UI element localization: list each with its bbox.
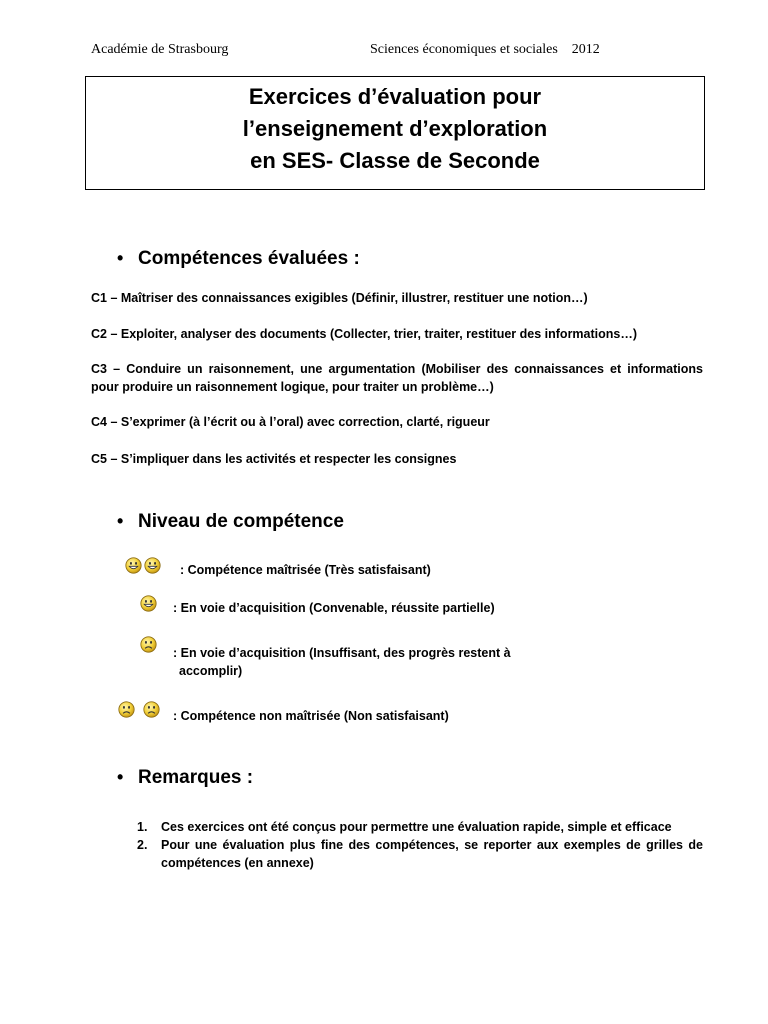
bullet-icon: • bbox=[117, 767, 124, 787]
sad-face-icon bbox=[140, 636, 157, 653]
level-mastered: : Compétence maîtrisée (Très satisfaisant) bbox=[180, 563, 431, 577]
remarques-list bbox=[137, 818, 703, 872]
title-box bbox=[85, 76, 705, 190]
happy-face-icon bbox=[125, 557, 142, 574]
remarques-heading bbox=[117, 767, 253, 789]
level-acquiring-insufficient: : En voie d’acquisition (Insuffisant, des progrès restent à bbox=[173, 646, 511, 660]
sad-face-icon bbox=[118, 701, 135, 718]
level-acquiring-insufficient-cont: accomplir) bbox=[179, 664, 243, 678]
sad-face-icon bbox=[143, 701, 160, 718]
level-acquiring-ok: : En voie d’acquisition (Convenable, réussite partielle) bbox=[173, 601, 495, 615]
list-item-number: 1. bbox=[137, 820, 148, 834]
list-item bbox=[137, 836, 703, 872]
list-item-text: Pour une évaluation plus fine des compétences, se reporter aux exemples de grilles de compétences (en annexe) bbox=[161, 838, 703, 870]
title-line-1: Exercices d’évaluation pour bbox=[248, 84, 542, 109]
header-academy: Académie de Strasbourg bbox=[91, 42, 229, 57]
competences-heading bbox=[117, 248, 360, 270]
list-item bbox=[137, 818, 703, 836]
competence-item-c4: C4 – S’exprimer (à l’écrit ou à l’oral) avec correction, clarté, rigueur bbox=[91, 415, 490, 429]
title-line-2: l’enseignement d’exploration bbox=[242, 116, 548, 141]
competence-item-c2: C2 – Exploiter, analyser des documents (Collecter, trier, traiter, restituer des informations…) bbox=[91, 327, 638, 341]
header-subject-text: Sciences économiques et sociales bbox=[370, 42, 558, 57]
bullet-icon: • bbox=[117, 511, 124, 531]
header-subject bbox=[370, 42, 600, 58]
competence-item-c5: C5 – S’impliquer dans les activités et respecter les consignes bbox=[91, 452, 457, 466]
list-item-text: Ces exercices ont été conçus pour permettre une évaluation rapide, simple et efficace bbox=[161, 820, 672, 834]
remarques-heading-text: Remarques : bbox=[138, 767, 254, 788]
niveau-heading-text: Niveau de compétence bbox=[138, 511, 344, 532]
competence-item-c3: C3 – Conduire un raisonnement, une argumentation (Mobiliser des connaissances et informations pour produire un raisonnement logique, pour traiter un problème…) bbox=[91, 362, 703, 394]
level-not-mastered: : Compétence non maîtrisée (Non satisfaisant) bbox=[173, 709, 449, 723]
competences-heading-text: Compétences évaluées : bbox=[138, 248, 360, 269]
happy-face-icon bbox=[140, 595, 157, 612]
niveau-heading bbox=[117, 511, 344, 533]
happy-face-icon bbox=[144, 557, 161, 574]
list-item-number: 2. bbox=[137, 838, 148, 852]
title-line-3: en SES- Classe de Seconde bbox=[250, 148, 540, 173]
header-year: 2012 bbox=[571, 42, 600, 57]
competence-item-c1: C1 – Maîtriser des connaissances exigibles (Définir, illustrer, restituer une notion…) bbox=[91, 291, 588, 305]
bullet-icon: • bbox=[117, 248, 124, 268]
